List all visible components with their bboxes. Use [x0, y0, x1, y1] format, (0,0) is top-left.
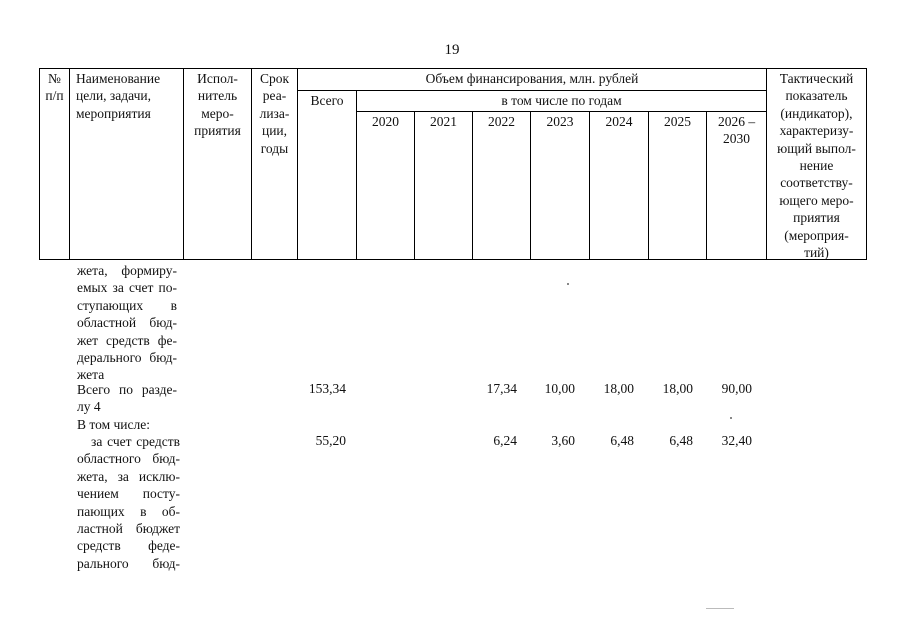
- regional-label-line: ластной бюджет: [77, 521, 180, 537]
- header-year-2021: 2021: [430, 114, 457, 129]
- header-name: [76, 70, 180, 122]
- regional-value-2023: 3,60: [551, 433, 575, 448]
- header-term-line: реа-: [262, 88, 287, 104]
- regional-value-2024: 6,48: [610, 433, 634, 448]
- regional-label-line: рального бюд-: [77, 555, 180, 571]
- scan-speck: [730, 417, 732, 419]
- header-indicator-line: ющего меро-: [779, 192, 854, 208]
- regional-label-line: пающих в об-: [77, 503, 180, 519]
- header-number-line: №: [48, 71, 61, 86]
- header-year-range-line: 2030: [723, 131, 750, 147]
- header-year-2026-2030: [707, 113, 766, 148]
- section-total-value-2024: 18,00: [603, 381, 634, 396]
- header-executor-line: Испол-: [197, 71, 238, 86]
- header-executor-line: меро-: [201, 105, 234, 121]
- section-total-label: [77, 381, 177, 416]
- regional-value-2026-2030: 32,40: [721, 433, 752, 448]
- regional-funding-label: [77, 433, 180, 572]
- page-number: 19: [444, 42, 460, 58]
- header-by-years: в том числе по годам: [501, 93, 622, 108]
- continuation-line: ступающих в: [77, 297, 177, 313]
- continuation-line: емых за счет по-: [77, 280, 177, 296]
- section-total-value-2022: 17,34: [486, 381, 517, 396]
- header-indicator-line: (мероприя-: [784, 227, 849, 243]
- header-indicator-line: соответству-: [780, 175, 853, 191]
- continuation-line: жет средств фе-: [77, 332, 177, 348]
- including-label: В том числе:: [77, 417, 150, 432]
- header-funding-title: Объем финансирования, млн. рублей: [425, 71, 639, 86]
- header-indicator-line: нение: [799, 158, 834, 174]
- scan-speck: [567, 283, 569, 285]
- header-year-2023: 2023: [546, 114, 574, 129]
- header-name-line: Наименование: [76, 71, 161, 86]
- regional-label-line: чением посту-: [77, 486, 180, 502]
- header-year-2022: 2022: [488, 114, 515, 129]
- header-indicator-line: ющий выпол-: [777, 140, 856, 156]
- continuation-line: областной бюд-: [77, 315, 177, 331]
- header-executor-line: приятия: [194, 123, 241, 139]
- regional-label-line: жета, за исклю-: [77, 468, 180, 484]
- regional-label-line: средств феде-: [77, 538, 180, 554]
- header-indicator-line: тий): [804, 245, 829, 261]
- continuation-line: дерального бюд-: [77, 350, 177, 366]
- header-number: [40, 70, 69, 105]
- section-total-value-total: 153,34: [308, 381, 346, 396]
- header-indicator-line: приятия: [793, 210, 840, 226]
- header-name-line: мероприятия: [76, 105, 151, 121]
- header-term-line: годы: [260, 140, 289, 156]
- continuation-text: [77, 262, 177, 384]
- regional-value-2022: 6,24: [493, 433, 517, 448]
- header-year-range-line: 2026 –: [717, 114, 756, 129]
- scan-speck: [706, 608, 734, 609]
- header-term-line: ции,: [261, 123, 288, 139]
- section-total-label-line: лу 4: [77, 399, 101, 415]
- continuation-line: жета, формиру-: [77, 263, 177, 278]
- regional-label-line: за счет средств: [91, 434, 180, 449]
- header-indicator: [767, 70, 866, 261]
- header-year-2020: 2020: [372, 114, 399, 129]
- continuation-line: жета: [77, 367, 105, 383]
- header-indicator-line: (индикатор),: [780, 105, 853, 121]
- header-term: [252, 70, 297, 157]
- header-name-line: цели, задачи,: [76, 88, 151, 104]
- header-year-2024: 2024: [605, 114, 633, 129]
- header-term-line: Срок: [259, 71, 290, 86]
- section-total-value-2026-2030: 90,00: [721, 381, 752, 396]
- section-total-label-line: Всего по разде-: [77, 382, 177, 397]
- header-number-line: п/п: [45, 88, 64, 104]
- regional-value-2025: 6,48: [669, 433, 693, 448]
- header-indicator-line: показатель: [785, 88, 848, 104]
- header-executor: [184, 70, 251, 140]
- header-total: Всего: [310, 93, 344, 108]
- regional-value-total: 55,20: [315, 433, 346, 448]
- header-indicator-line: характеризу-: [779, 123, 854, 139]
- regional-label-line: областного бюд-: [77, 451, 180, 467]
- section-total-value-2025: 18,00: [662, 381, 693, 396]
- header-executor-line: нитель: [197, 88, 238, 104]
- section-total-value-2023: 10,00: [544, 381, 575, 396]
- header-term-line: лиза-: [259, 105, 290, 121]
- header-year-2025: 2025: [664, 114, 691, 129]
- header-indicator-line: Тактический: [779, 71, 854, 86]
